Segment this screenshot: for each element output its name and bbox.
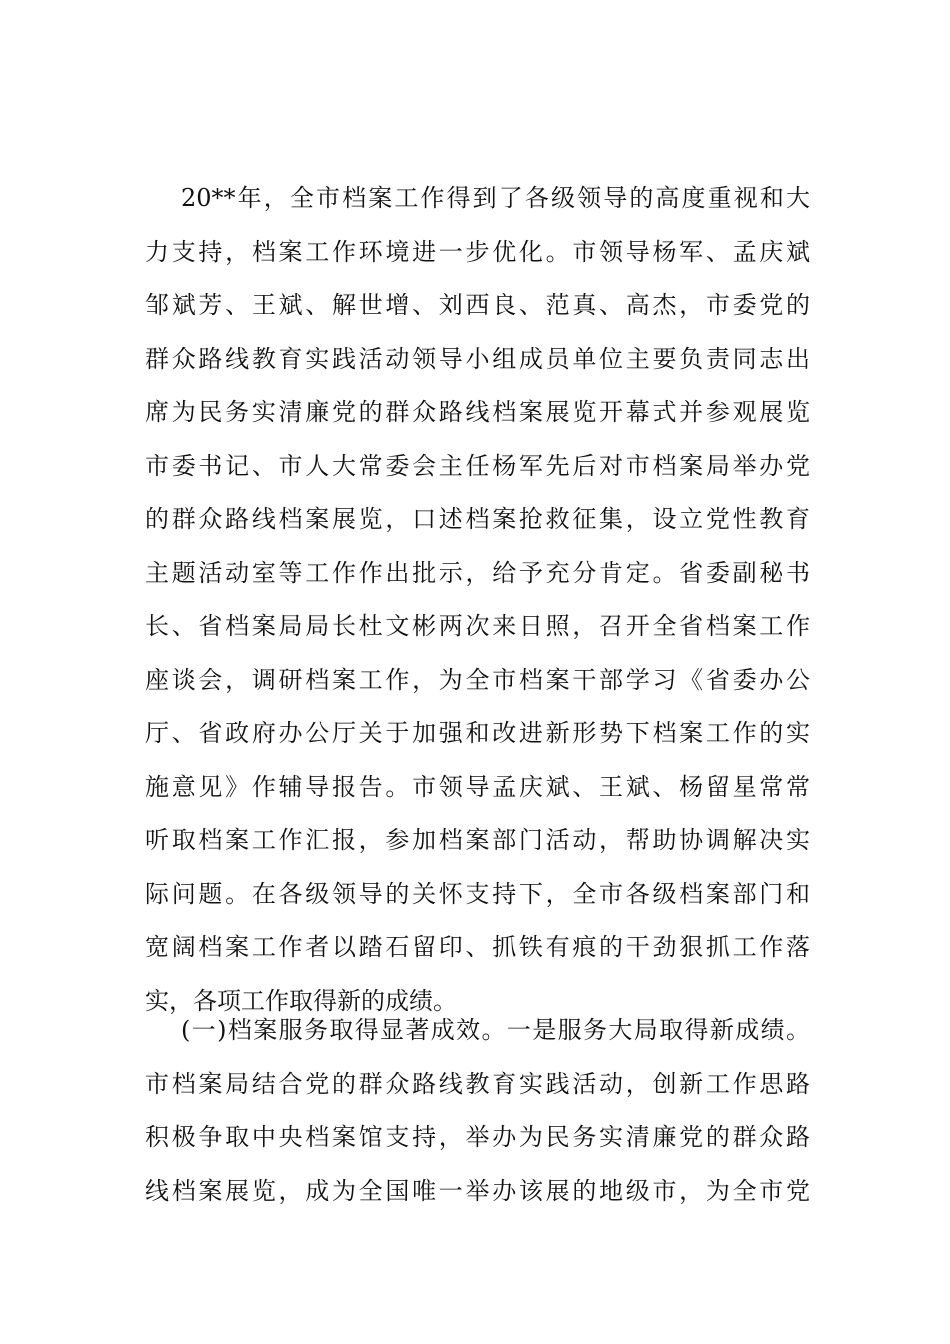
text-line: 长、省档案局局长杜文彬两次来日照，召开全省档案工作 [145, 612, 810, 640]
text-line: 力支持，档案工作环境进一步优化。市领导杨军、孟庆斌 [145, 237, 810, 266]
text-line: 20**年，全市档案工作得到了各级领导的高度重视和大 [181, 184, 810, 212]
text-line: (一)档案服务取得显著成效。一是服务大局取得新成绩。 [181, 1016, 810, 1044]
text-line: 席为民务实清廉党的群众路线档案展览开幕式并参观展览 [145, 398, 810, 426]
text-line: 际问题。在各级领导的关怀支持下，全市各级档案部门和 [145, 879, 810, 908]
text-line: 施意见》作辅导报告。市领导孟庆斌、王斌、杨留星常常 [145, 772, 810, 801]
text-line: 邹斌芳、王斌、解世增、刘西良、范真、高杰，市委党的 [145, 291, 810, 319]
paragraph-1 [145, 172, 810, 1028]
text-line: 群众路线教育实践活动领导小组成员单位主要负责同志出 [145, 344, 810, 373]
text-line: 实，各项工作取得新的成绩。 [145, 986, 457, 1015]
text-line: 线档案展览，成为全国唯一举办该展的地级市，为全市党 [145, 1176, 810, 1205]
text-line: 的群众路线档案展览，口述档案抢救征集，设立党性教育 [145, 505, 810, 533]
text-line: 市档案局结合党的群众路线教育实践活动，创新工作思路 [145, 1069, 810, 1098]
text-line: 宽阔档案工作者以踏石留印、抓铁有痕的干劲狠抓工作落 [145, 933, 810, 961]
text-line: 主题活动室等工作作出批示，给予充分肯定。省委副秘书 [145, 558, 810, 587]
text-line: 市委书记、市人大常委会主任杨军先后对市档案局举办党 [145, 451, 810, 480]
text-line: 积极争取中央档案馆支持，举办为民务实清廉党的群众路 [145, 1123, 810, 1151]
paragraph-2 [145, 1004, 810, 1218]
text-line: 听取档案工作汇报，参加档案部门活动，帮助协调解决实 [145, 826, 810, 854]
text-line: 座谈会，调研档案工作，为全市档案干部学习《省委办公 [145, 665, 810, 694]
text-line: 厅、省政府办公厅关于加强和改进新形势下档案工作的实 [145, 719, 810, 747]
